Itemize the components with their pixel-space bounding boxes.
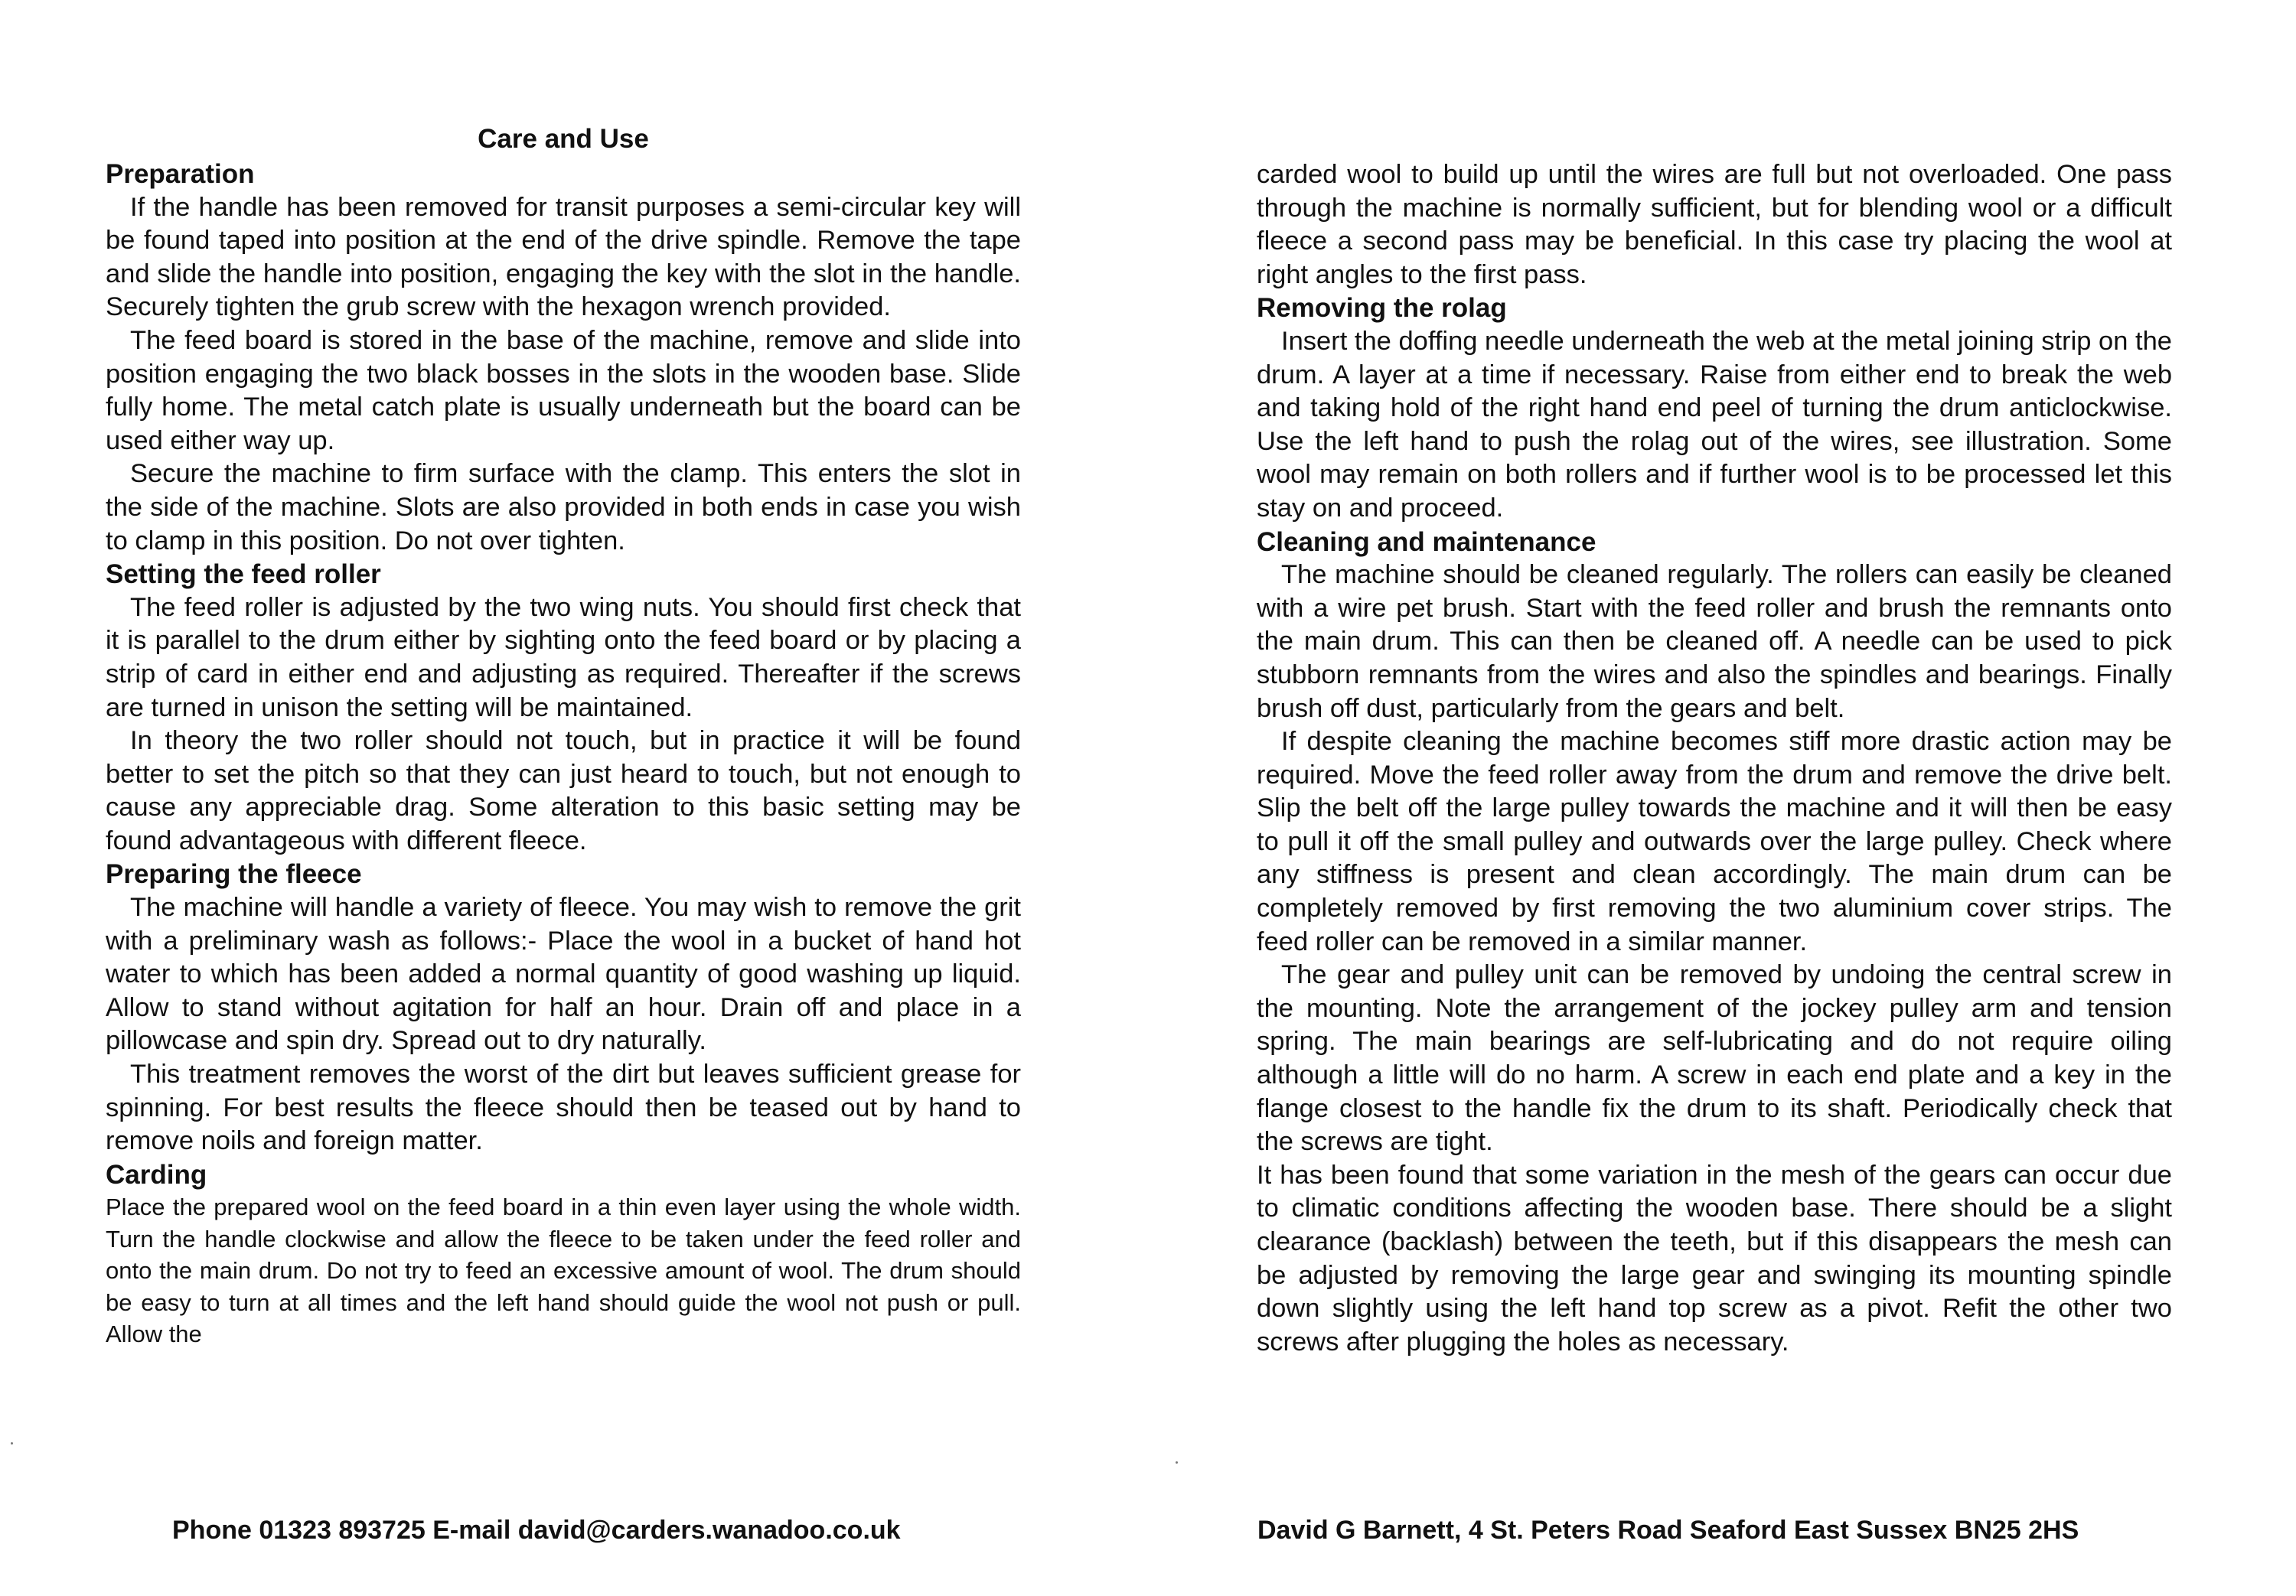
paragraph: Insert the doffing needle underneath the web at the metal joining strip on the drum. A layer at a time if necessary. Raise from either end to break the web and taking hold of the right hand end peel of turning the drum anticlockwise. Use the left hand to push the rolag out of the wires, see illustration. Some wool may remain on both rollers and if further wool is to be processed let this stay on and proceed. <box>1257 326 2172 523</box>
paragraph: The gear and pulley unit can be removed by undoing the central screw in the mounting. Note the arrangement of the jockey pulley arm and tension spring. The main bearings are self-lubricating and do not require oiling although a little will do no harm. A screw in each end plate and a key in the flange closest to the handle fix the drum to its shaft. Periodically check that the screws are tight. <box>1257 960 2172 1157</box>
scan-speck <box>1176 1461 1178 1464</box>
paragraph: The feed board is stored in the base of the machine, remove and slide into position engaging the two black bosses in the slots in the wooden base. Slide fully home. The metal catch plate is usually underneath but the board can be used either way up. <box>106 325 1021 455</box>
paragraph: The machine will handle a variety of fleece. You may wish to remove the grit with a preliminary wash as follows:- Place the wool in a bucket of hand hot water to which has been added a normal quantity of good washing up liquid. Allow to stand without agitation for half an hour. Drain off and place in a pillowcase and spin dry. Spread out to dry naturally. <box>106 893 1021 1056</box>
paragraph: In theory the two roller should not touch, but in practice it will be found better to set the pitch so that they can just heard to touch, but not enough to cause any appreciable drag. Some alteration to this basic setting may be found advantageous with different fleece. <box>106 726 1021 855</box>
paragraph: carded wool to build up until the wires are full but not overloaded. One pass through the machine is normally sufficient, but for blending wool or a difficult fleece a second pass may be beneficial. In this case try placing the wool at right angles to the first pass. <box>1257 160 2172 289</box>
document-title: Care and Use <box>478 124 649 154</box>
paragraph: This treatment removes the worst of the dirt but leaves sufficient grease for spinning. For best results the fleece should then be teased out by hand to remove noils and foreign matter. <box>106 1060 1021 1156</box>
paragraph: It has been found that some variation in the mesh of the gears can occur due to climatic conditions affecting the wooden base. There should be a slight clearance (backlash) between the teeth, but if this disappears the mesh can be adjusted by removing the large gear and swinging its mounting spindle down slightly using the left hand top screw as a pivot. Refit the other two screws after plugging the holes as necessary. <box>1257 1160 2172 1357</box>
paragraph: If despite cleaning the machine becomes stiff more drastic action may be required. Move the feed roller away from the drum and remove the drive belt. Slip the belt off the large pulley towards the machine and it will then be easy to pull it off the small pulley and outwards over the large pulley. Check where any stiffness is present and clean accordingly. The main drum can be completely removed by first removing the two aluminium cover strips. The feed roller can be removed in a similar manner. <box>1257 727 2172 956</box>
right-column <box>1257 158 2172 1359</box>
heading-removing-rolag: Removing the rolag <box>1257 293 1507 324</box>
footer-address: David G Barnett, 4 St. Peters Road Seaford East Sussex BN25 2HS <box>1257 1516 2079 1545</box>
paragraph: The machine should be cleaned regularly. The rollers can easily be cleaned with a wire pet brush. Start with the feed roller and brush the remnants onto the main drum. This can then be cleaned off. A needle can be used to pick stubborn remnants from the wires and also the spindles and bearings. Finally brush off dust, particularly from the gears and belt. <box>1257 560 2172 723</box>
left-column <box>106 122 1021 1350</box>
heading-cleaning: Cleaning and maintenance <box>1257 526 1596 557</box>
footer-contact: Phone 01323 893725 E-mail david@carders.wanadoo.co.uk <box>172 1516 901 1545</box>
paragraph: If the handle has been removed for transit purposes a semi-circular key will be found taped into position at the end of the drive spindle. Remove the tape and slide the handle into position, engaging the key with the slot in the handle. Securely tighten the grub screw with the hexagon wrench provided. <box>106 192 1021 322</box>
heading-carding: Carding <box>106 1159 207 1190</box>
paragraph: The feed roller is adjusted by the two wing nuts. You should first check that it is parallel to the drum either by sighting onto the feed board or by placing a strip of card in either end and adjusting as required. Thereafter if the screws are turned in unison the setting will be maintained. <box>106 592 1021 722</box>
heading-feed-roller: Setting the feed roller <box>106 559 381 590</box>
paragraph: Secure the machine to firm surface with the clamp. This enters the slot in the side of the machine. Slots are also provided in both ends in case you wish to clamp in this position. Do not over tighten. <box>106 459 1021 555</box>
paragraph: Place the prepared wool on the feed board in a thin even layer using the whole width. Turn the handle clockwise and allow the fleece to be taken under the feed roller and onto the main drum. Do not try to feed an excessive amount of wool. The drum should be easy to turn at all times and the left hand should guide the wool not push or pull. Allow the <box>106 1194 1021 1348</box>
heading-preparation: Preparation <box>106 159 255 189</box>
heading-preparing-fleece: Preparing the fleece <box>106 859 362 890</box>
scan-speck <box>11 1442 13 1445</box>
